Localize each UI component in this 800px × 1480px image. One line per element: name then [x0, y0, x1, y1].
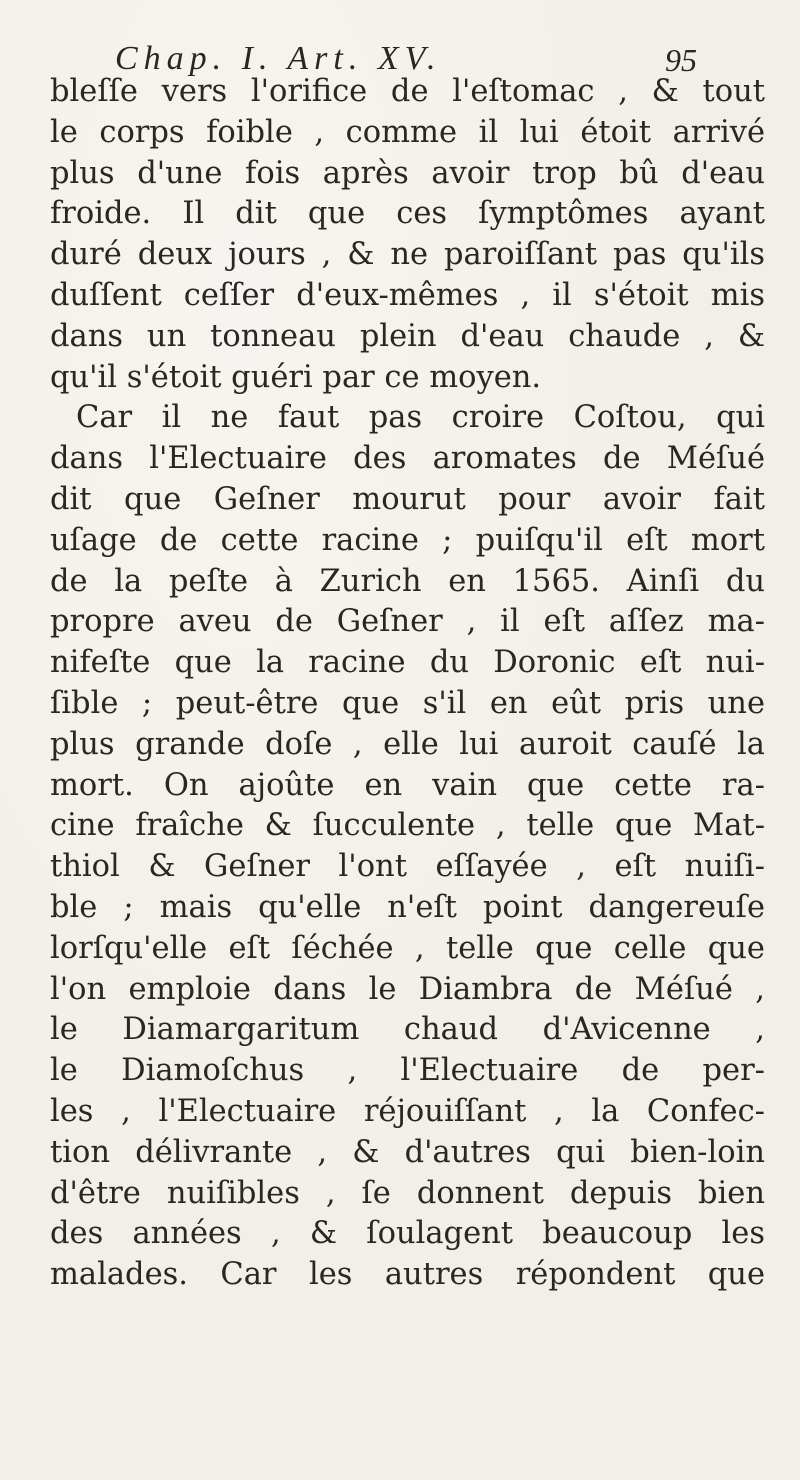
text-line: plus d'une fois après avoir trop bû d'eau	[50, 155, 765, 191]
text-line: mort. On ajoûte en vain que cette ra-	[50, 767, 765, 803]
text-line: de la peſte à Zurich en 1565. Ainſi du	[50, 563, 765, 599]
text-line: qu'il s'étoit guéri par ce moyen.	[50, 359, 542, 395]
text-line: ſible ; peut-être que s'il en eût pris une	[50, 685, 765, 721]
text-line: dans l'Electuaire des aromates de Méſué	[50, 441, 765, 477]
text-line: uſage de cette racine ; puiſqu'il eſt mort	[50, 522, 765, 558]
text-line: d'être nuiſibles , ſe donnent depuis bien	[50, 1175, 765, 1211]
text-line: froide. Il dit que ces ſymptômes ayant	[50, 196, 765, 232]
text-line: Car il ne faut pas croire Coſtou, qui	[76, 400, 765, 436]
text-line: nifeſte que la racine du Doronic eſt nui-	[50, 645, 765, 681]
text-line: l'on emploie dans le Diambra de Méſué ,	[50, 971, 765, 1007]
text-line: le Diamargaritum chaud d'Avicenne ,	[50, 1012, 765, 1048]
text-line: tion délivrante , & d'autres qui bien-loin	[50, 1134, 765, 1170]
text-line: lorſqu'elle eſt ſéchée , telle que celle que	[50, 930, 765, 966]
text-line: bleſſe vers l'orifice de l'eſtomac , & tout	[50, 74, 765, 109]
text-line: dans un tonneau plein d'eau chaude , &	[50, 318, 765, 354]
body-text	[50, 72, 765, 1296]
text-line: le corps foible , comme il lui étoit arrivé	[50, 114, 765, 150]
text-line: malades. Car les autres répondent que	[50, 1257, 765, 1293]
chapter-article-heading: Chap. I. Art. XV.	[115, 40, 442, 77]
text-line: le Diamoſchus , l'Electuaire de per-	[50, 1053, 765, 1089]
text-line: thiol & Geſner l'ont eſſayée , eſt nuiſi-	[50, 849, 765, 885]
text-line: plus grande doſe , elle lui auroit cauſé la	[50, 726, 765, 762]
text-line: les , l'Electuaire réjouiſſant , la Confec-	[50, 1093, 765, 1129]
page-number: 95	[665, 42, 697, 78]
text-line: cine fraîche & ſucculente , telle que Mat-	[50, 808, 765, 844]
text-line: des années , & ſoulagent beaucoup les	[50, 1216, 765, 1252]
text-line: duſſent ceſſer d'eux-mêmes , il s'étoit mis	[50, 277, 765, 313]
text-line: propre aveu de Geſner , il eſt aſſez ma-	[50, 604, 765, 640]
text-line: duré deux jours , & ne paroiſſant pas qu'ils	[50, 237, 765, 273]
text-line: ble ; mais qu'elle n'eſt point dangereuſe	[50, 889, 765, 925]
text-line: dit que Geſner mourut pour avoir fait	[50, 481, 765, 517]
